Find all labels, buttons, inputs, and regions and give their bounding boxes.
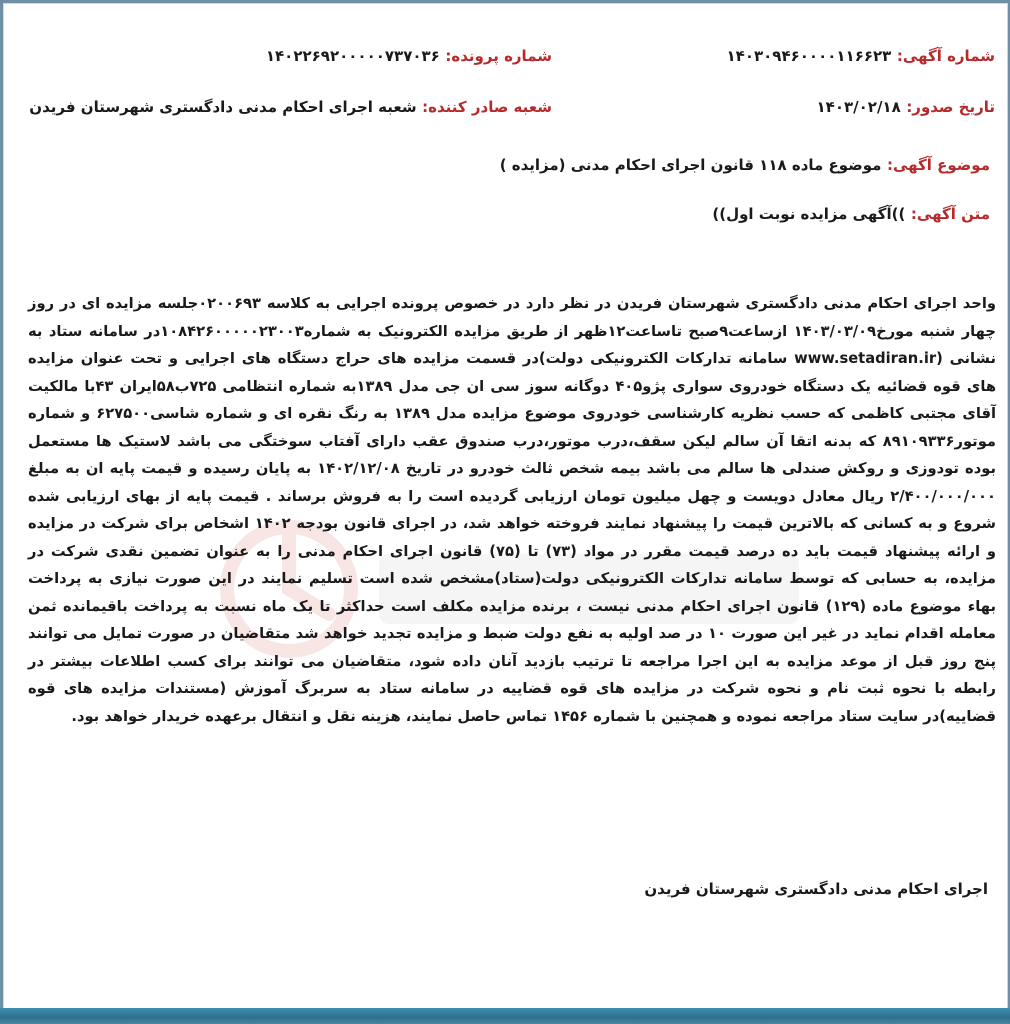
issue-date: ۱۴۰۳/۰۲/۱۸ bbox=[816, 98, 901, 116]
case-number: ۱۴۰۲۲۶۹۲۰۰۰۰۰۷۳۷۰۳۶ bbox=[265, 47, 440, 65]
subject-row bbox=[500, 155, 990, 174]
case-number-label: شماره پرونده: bbox=[445, 47, 552, 65]
case-number-row bbox=[266, 46, 552, 65]
signature: اجرای احکام مدنی دادگستری شهرستان فریدن bbox=[644, 880, 988, 898]
window-bottom-bar bbox=[0, 1008, 1010, 1024]
notice-number-row bbox=[727, 46, 995, 65]
notice-title: ))آگهی مزایده نوبت اول)) bbox=[712, 205, 906, 223]
issuing-branch: شعبه اجرای احکام مدنی دادگستری شهرستان فریدن bbox=[29, 98, 417, 116]
issuing-branch-row bbox=[29, 97, 552, 116]
issuing-branch-label: شعبه صادر کننده: bbox=[422, 98, 552, 116]
issue-date-label: تاریخ صدور: bbox=[906, 98, 995, 116]
notice-text-label: متن آگهی: bbox=[910, 205, 990, 223]
subject-label: موضوع آگهی: bbox=[886, 156, 990, 174]
notice-number: ۱۴۰۳۰۹۴۶۰۰۰۰۱۱۶۶۲۳ bbox=[726, 47, 892, 65]
issue-date-row bbox=[817, 97, 995, 116]
notice-number-label: شماره آگهی: bbox=[896, 47, 995, 65]
notice-page bbox=[3, 3, 1008, 1009]
notice-body: واحد اجرای احکام مدنی دادگستری شهرستان فریدن در نظر دارد در خصوص پرونده اجرایی به کلاسه ۰۲۰۰۶۹۳جلسه مزایده ای در روز چهار شنبه مورخ۱۴۰۳/۰۳/۰۹ ازساعت۹صبح تاساعت۱۲ظهر از طریق مزایده الکترونیک به شماره۱۰۸۴۲۶۰۰۰۰۰۲‎۳۰۰۳در سامانه ستاد به نشانی (www.setadiran.ir سامانه تدارکات الکترونیکی دولت)در قسمت مزایده های حراج دستگاه های اجرایی و تحت عنوان مزایده های قوه قضائیه یک دستگاه خودروی سواری پژو۴۰۵ دوگانه سوز سی ان جی مدل ۱۳۸۹به شماره انتظامی ۷۲۵ب۵۸ایران ۴۳با مالکیت آقای مجتبی کاظمی که حسب نظریه کارشناسی خودروی موضوع مزایده مدل ۱۳۸۹ به رنگ نقره ای و شماره شاسی۶۲۷۵۰۰ و شماره موتور۸۹۱۰۹۳۳۶ که بدنه اتقا آن سالم لیکن سقف،درب موتور،درب صندوق عقب دارای آفتاب سوختگی می باشد لاستیک ها مستعمل بوده تودوزی و روکش صندلی ها سالم می باشد بیمه شخص ثالث خودرو در تاریخ ۱۴۰۲/۱۲/۰۸ به پایان رسیده و قیمت پایه ان به مبلغ ۲/۴۰۰/۰۰۰/۰۰۰ ریال معادل دویست و چهل میلیون تومان ارزیابی گردیده است را به فروش برساند . قیمت پایه از بهای ارزیابی شده شروع و به کسانی که بالاترین قیمت را پیشنهاد نمایند فروخته خواهد شد، در اجرای قانون بودجه ۱۴۰۲ اشخاص برای شرکت در مزایده و ارائه پیشنهاد قیمت باید ده درصد قیمت مقرر در مواد (۷۳) تا (۷۵) قانون اجرای احکام مدنی را به عنوان تضمین نقدی شرکت در مزایده، به حسابی که توسط سامانه تدارکات الکترونیکی دولت(ستاد)مشخص شده است تسلیم نمایند در این صورت نیازی به پرداخت بهاء موضوع ماده (۱۲۹) قانون اجرای احکام مدنی نیست ، برنده مزایده مکلف است حداکثر تا یک ماه نسبت به پرداخت باقیمانده ثمن معامله اقدام نماید در غیر این صورت ۱۰ در صد اولیه به نفع دولت ضبط و مزایده تجدید خواهد شد متقاضیان در صورت تمایل می توانند پنج روز قبل از موعد مزایده به این اجرا مراجعه تا ترتیب بازدید آنان داده شود، متقاضیان می توانند برای کسب اطلاعات بیشتر در رابطه با نحوه ثبت نام و نحوه شرکت در مزایده های قوه قضاییه در سامانه ستاد به سربرگ آموزش (مستندات مزایده های قوه قضاییه)در سایت ستاد مراجعه نموده و همچنین با شماره ۱۴۵۶ تماس حاصل نمایند، هزینه نقل و انتقال برعهده خریدار خواهد بود. bbox=[28, 295, 997, 725]
subject: موضوع ماده ۱۱۸ قانون اجرای احکام مدنی (مزایده ) bbox=[499, 156, 882, 174]
notice-text-row bbox=[712, 204, 990, 223]
